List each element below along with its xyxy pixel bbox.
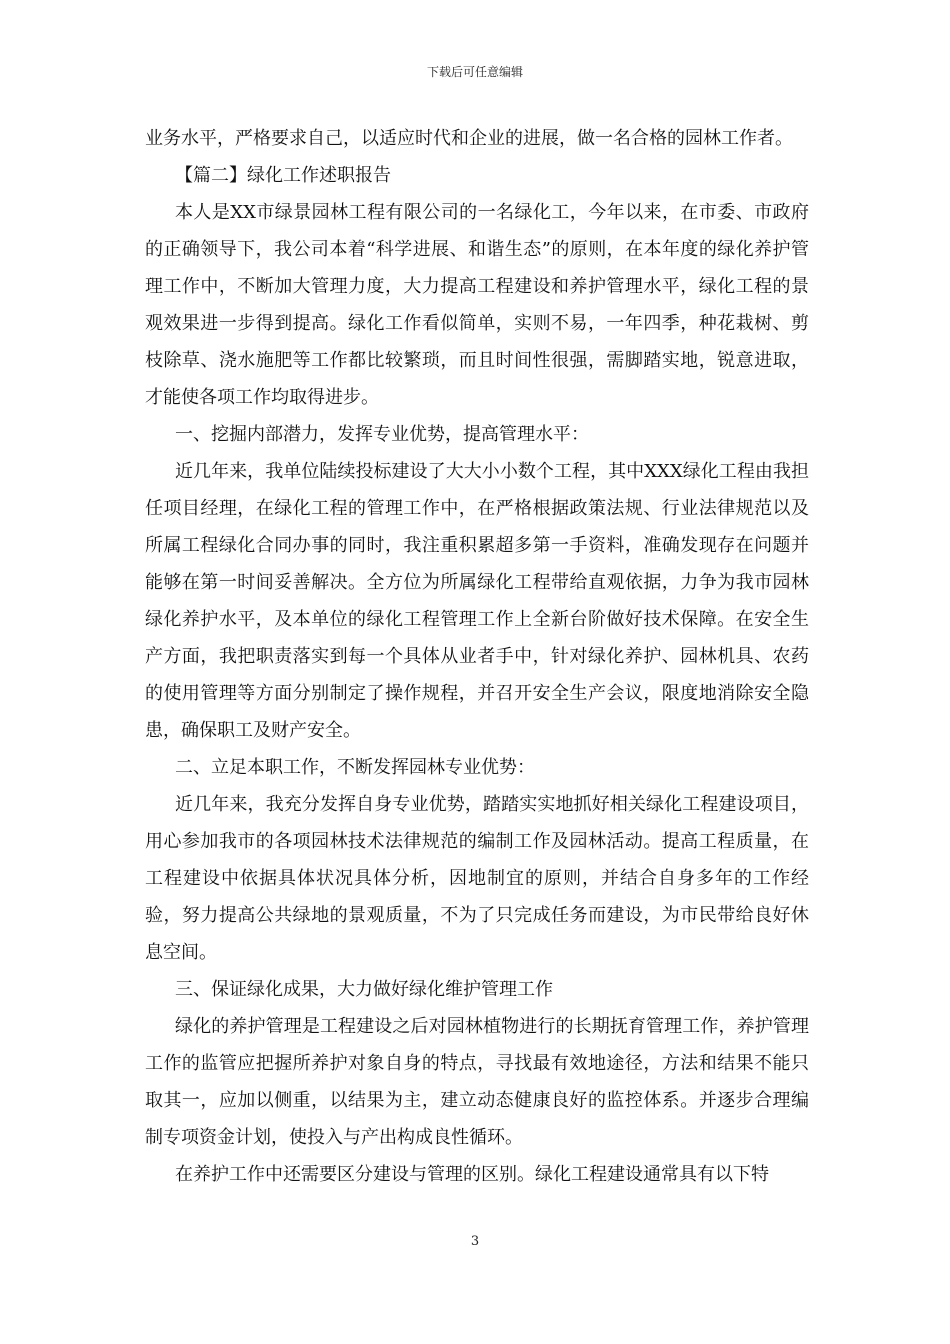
paragraph: 绿化的养护管理是工程建设之后对园林植物进行的长期抚育管理工作，养护管理工作的监管应把握所养护对象自身的特点，寻找最有效地途径，方法和结果不能只取其一，应加以侧重，以结果为主，建立动态健康良好的监控体系。并逐步合理编制专项资金计划，使投入与产出构成良性循环。	[145, 1016, 809, 1148]
paragraph: 本人是XX市绿景园林工程有限公司的一名绿化工，今年以来，在市委、市政府的正确领导下，我公司本着“科学进展、和谐生态”的原则，在本年度的绿化养护管理工作中，不断加大管理力度，大力提高工程建设和养护管理水平，绿化工程的景观效果进一步得到提高。绿化工作看似简单，实则不易，一年四季，种花栽树、剪枝除草、浇水施肥等工作都比较繁琐，而且时间性很强，需脚踏实地，锐意进取，才能使各项工作均取得进步。	[145, 202, 809, 408]
document-body	[145, 120, 809, 1193]
paragraph: 在养护工作中还需要区分建设与管理的区别。绿化工程建设通常具有以下特	[175, 1164, 769, 1185]
paragraph: 近几年来，我充分发挥自身专业优势，踏踏实实地抓好相关绿化工程建设项目，用心参加我市的各项园林技术法律规范的编制工作及园林活动。提高工程质量，在工程建设中依据具体状况具体分析，因地制宜的原则，并结合自身多年的工作经验，努力提高公共绿地的景观质量，不为了只完成任务而建设，为市民带给良好休息空间。	[145, 794, 809, 963]
subheading: 一、挖掘内部潜力，发挥专业优势，提高管理水平：	[175, 424, 589, 445]
page-number: 3	[470, 1234, 480, 1249]
page-header: 下载后可任意编辑	[426, 65, 523, 79]
paragraph: 近几年来，我单位陆续投标建设了大大小小数个工程，其中XXX绿化工程由我担任项目经理，在绿化工程的管理工作中，在严格根据政策法规、行业法律规范以及所属工程绿化合同办事的同时，我注重积累超多第一手资料，准确发现存在问题并能够在第一时间妥善解决。全方位为所属绿化工程带给直观依据，力争为我市园林绿化养护水平，及本单位的绿化工程管理工作上全新台阶做好技术保障。在安全生产方面，我把职责落实到每一个具体从业者手中，针对绿化养护、园林机具、农药的使用管理等方面分别制定了操作规程，并召开安全生产会议，限度地消除安全隐患，确保职工及财产安全。	[145, 461, 809, 741]
subheading: 三、保证绿化成果，大力做好绿化维护管理工作	[175, 979, 553, 1000]
subheading: 二、立足本职工作，不断发挥园林专业优势：	[175, 757, 535, 778]
paragraph-continuation: 业务水平，严格要求自己，以适应时代和企业的进展，做一名合格的园林工作者。	[145, 128, 793, 149]
section-title: 【篇二】绿化工作述职报告	[175, 165, 391, 186]
